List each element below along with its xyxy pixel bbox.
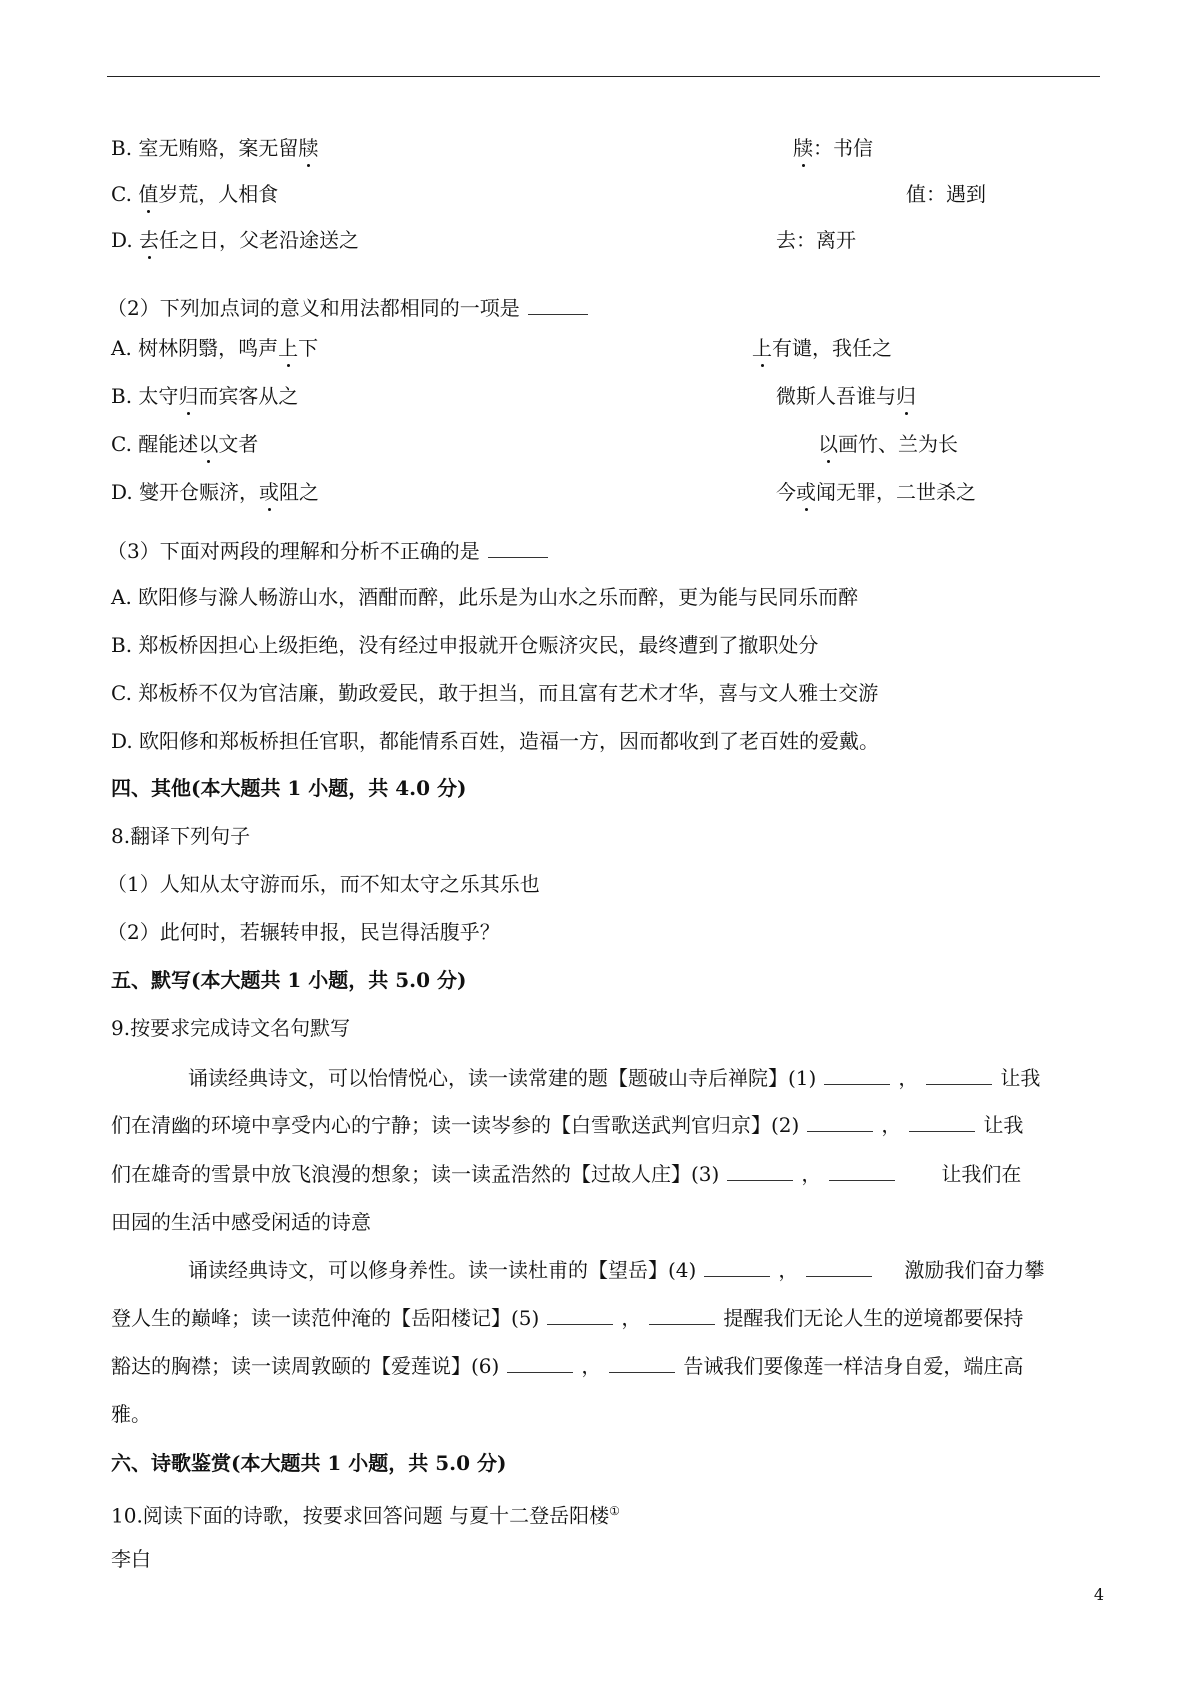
q7-2-option-a: A. 树林阴翳，鸣声上下 bbox=[111, 336, 319, 360]
q7-3-option-d: D. 欧阳修和郑板桥担任官职，都能情系百姓，造福一方，因而都收到了老百姓的爱戴。 bbox=[111, 729, 880, 753]
q9-p2-line4: 雅。 bbox=[111, 1402, 151, 1426]
q9-p2-line2: 登人生的巅峰；读一读范仲淹的【岳阳楼记】(5) ， 提醒我们无论人生的逆境都要保持 bbox=[111, 1306, 1024, 1330]
answer-blank[interactable] bbox=[649, 1306, 715, 1325]
answer-blank[interactable] bbox=[926, 1066, 992, 1085]
q9-title: 9.按要求完成诗文名句默写 bbox=[111, 1016, 351, 1040]
q9-p1-line3: 们在雄奇的雪景中放飞浪漫的想象；读一读孟浩然的【过故人庄】(3) ， 让我们在 bbox=[111, 1162, 1022, 1186]
q7-1-option-c-gloss: 值：遇到 bbox=[906, 182, 986, 206]
q7-2-stem: （2）下列加点词的意义和用法都相同的一项是 bbox=[107, 294, 596, 322]
q7-2-option-c-right: 以画竹、兰为长 bbox=[818, 432, 958, 456]
q8-item-1: （1）人知从太守游而乐，而不知太守之乐其乐也 bbox=[107, 872, 540, 896]
answer-blank[interactable] bbox=[488, 539, 548, 558]
q9-p1-line1: 诵读经典诗文，可以怡情悦心，读一读常建的题【题破山寺后禅院】(1) ， 让我 bbox=[188, 1066, 1041, 1090]
q7-1-option-d-gloss: 去：离开 bbox=[776, 228, 856, 252]
q9-p1-line4: 田园的生活中感受闲适的诗意 bbox=[111, 1210, 371, 1234]
q7-2-option-a-right: 上有谴，我任之 bbox=[752, 336, 892, 360]
q9-p1-line2: 们在清幽的环境中享受内心的宁静；读一读岑参的【白雪歌送武判官归京】(2) ， 让我 bbox=[111, 1113, 1024, 1137]
answer-blank[interactable] bbox=[547, 1306, 613, 1325]
page-number: 4 bbox=[1093, 1585, 1104, 1604]
header-rule bbox=[107, 76, 1100, 77]
q7-2-option-b-right: 微斯人吾谁与归 bbox=[776, 384, 916, 408]
answer-blank[interactable] bbox=[528, 296, 588, 315]
q7-1-option-c: C. 值岁荒，人相食 bbox=[111, 182, 279, 206]
section-5-heading: 五、默写(本大题共 1 小题，共 5.0 分) bbox=[111, 968, 467, 992]
answer-blank[interactable] bbox=[909, 1113, 975, 1132]
q7-3-stem: （3）下面对两段的理解和分析不正确的是 bbox=[107, 537, 556, 565]
section-4-heading: 四、其他(本大题共 1 小题，共 4.0 分) bbox=[111, 776, 467, 800]
answer-blank[interactable] bbox=[807, 1113, 873, 1132]
q8-item-2: （2）此何时，若辗转申报，民岂得活腹乎？ bbox=[107, 920, 500, 944]
answer-blank[interactable] bbox=[727, 1162, 793, 1181]
q7-3-option-a: A. 欧阳修与滁人畅游山水，酒酣而醉，此乐是为山水之乐而醉，更为能与民同乐而醉 bbox=[111, 585, 859, 609]
answer-blank[interactable] bbox=[824, 1066, 890, 1085]
q9-p2-line3: 豁达的胸襟；读一读周敦颐的【爱莲说】(6) ， 告诫我们要像莲一样洁身自爱，端庄高 bbox=[111, 1354, 1024, 1378]
section-6-heading: 六、诗歌鉴赏(本大题共 1 小题，共 5.0 分) bbox=[111, 1451, 507, 1475]
q7-2-option-d: D. 燮开仓赈济，或阻之 bbox=[111, 480, 320, 504]
poem-author: 李白 bbox=[111, 1547, 151, 1571]
q7-3-option-c: C. 郑板桥不仅为官洁廉，勤政爱民，敢于担当，而且富有艺术才华，喜与文人雅士交游 bbox=[111, 681, 879, 705]
q7-1-option-b: B. 室无贿赂，案无留牍 bbox=[111, 136, 319, 160]
q7-2-option-d-right: 今或闻无罪，二世杀之 bbox=[776, 480, 976, 504]
q7-1-option-b-gloss: 牍：书信 bbox=[793, 136, 873, 160]
q8-title: 8.翻译下列句子 bbox=[111, 824, 251, 848]
q7-2-option-b: B. 太守归而宾客从之 bbox=[111, 384, 299, 408]
answer-blank[interactable] bbox=[806, 1258, 872, 1277]
answer-blank[interactable] bbox=[829, 1162, 895, 1181]
answer-blank[interactable] bbox=[704, 1258, 770, 1277]
answer-blank[interactable] bbox=[609, 1354, 675, 1373]
q9-p2-line1: 诵读经典诗文，可以修身养性。读一读杜甫的【望岳】(4) ， 激励我们奋力攀 bbox=[188, 1258, 1045, 1282]
q10-title: 10.阅读下面的诗歌，按要求回答问题 与夏十二登岳阳楼① bbox=[111, 1503, 620, 1528]
q7-2-option-c: C. 醒能述以文者 bbox=[111, 432, 259, 456]
q7-1-option-d: D. 去任之日，父老沿途送之 bbox=[111, 228, 360, 252]
q7-3-option-b: B. 郑板桥因担心上级拒绝，没有经过申报就开仓赈济灾民，最终遭到了撤职处分 bbox=[111, 633, 819, 657]
footnote-mark: ① bbox=[609, 1504, 620, 1518]
answer-blank[interactable] bbox=[507, 1354, 573, 1373]
